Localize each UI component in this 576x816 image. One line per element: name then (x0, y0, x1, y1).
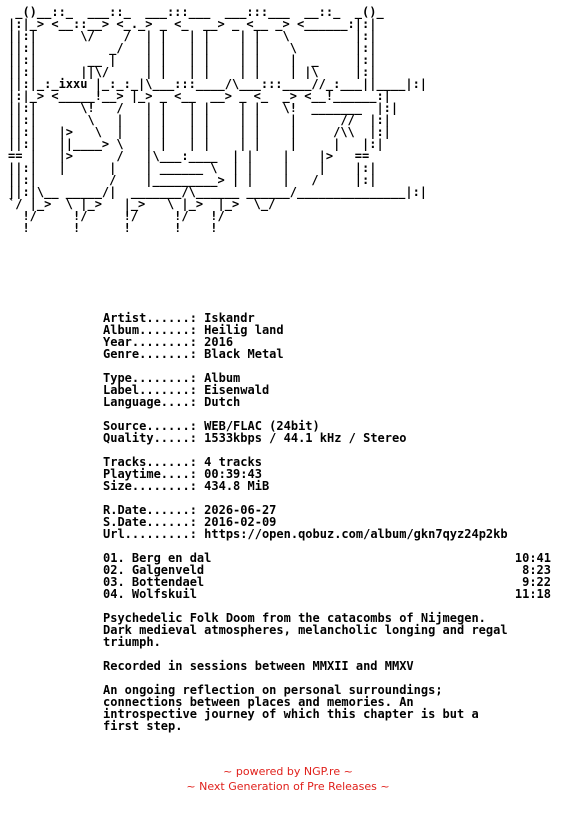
description-paragraph: An ongoing reflection on personal surroundings; connections between places and memories. An introspective journey of which this chapter is but a first step. (103, 683, 479, 733)
info-key: Type........: (103, 371, 197, 385)
release-info (103, 312, 508, 540)
info-key: Album.......: (103, 323, 197, 337)
info-key: Artist......: (103, 311, 197, 325)
playtime-value: 00:39:43 (204, 467, 262, 481)
track-row (103, 588, 551, 600)
info-key: Size........: (103, 479, 197, 493)
info-key: R.Date......: (103, 503, 197, 517)
info-row-language (103, 396, 508, 408)
info-key: Url.........: (103, 527, 197, 541)
info-key: Playtime....: (103, 467, 197, 481)
quality-value: 1533kbps / 44.1 kHz / Stereo (204, 431, 407, 445)
tracks-value: 4 tracks (204, 455, 262, 469)
info-key: Year........: (103, 335, 197, 349)
info-key: Genre.......: (103, 347, 197, 361)
url-value[interactable]: https://open.qobuz.com/album/gkn7qyz24p2kb (204, 527, 508, 541)
track-title: 03. Bottendael (103, 575, 205, 589)
genre-value: Black Metal (204, 347, 284, 361)
label-value: Eisenwald (204, 383, 270, 397)
info-key: Language....: (103, 395, 197, 409)
ascii-art-logo: _()__::_ ___::_ ___:::___ ___:::___ __::_ _()_ |:|_> <__::__> <_._> _ <_ __> _ <__ _> <______:|:| ||:| \/ / | | | | | | \ |:| ||:| _/ | | | | | | \ |:| ||:| __ | | | | | | | | _ |:| ||:| ||\/ | | | | | | | |\ |:| ||:|_:_ixxu |_:_:_|\___:::____/\___:::____//_:___||____|:| |:|_> <_____!__> |_> _ <__ __> _ <_ _> <__!______:| ||:| \! / | | | | | | \! _______ |:| ||:| \ | | | | | | | | // |:| ||:| |> \ | | | | | | | | /\\ |:| ||:| ||____> \ | | | | | | | | |:| == | |> / |\___:____ | | | |> == ||:| | | | ______ \ | | | | |:| ||:| / |_________> | | | / |:| ||:|\__ _____/| _______/\______ ______/_______________|:| `/ |_> \ |_> |_> \ |_> |_> \_/ !/ !/ !/ !/ !/ ! ! ! ! ! (8, 5, 428, 235)
track-duration: 8:23 (522, 563, 551, 577)
street-date-value: 2016-02-09 (204, 515, 277, 529)
info-key: Tracks......: (103, 455, 197, 469)
info-row-url (103, 528, 508, 540)
description-paragraph: Psychedelic Folk Doom from the catacombs of Nijmegen. Dark medieval atmospheres, melancholic longing and regal triumph. (103, 611, 508, 649)
album-value: Heilig land (204, 323, 284, 337)
track-title: 02. Galgenveld (103, 563, 205, 577)
info-row-quality (103, 432, 508, 444)
track-title: 01. Berg en dal (103, 551, 212, 565)
language-value: Dutch (204, 395, 241, 409)
info-row-size (103, 480, 508, 492)
info-row-genre (103, 348, 508, 360)
tracklist (103, 552, 551, 600)
track-title: 04. Wolfskuil (103, 587, 197, 601)
year-value: 2016 (204, 335, 234, 349)
info-key: S.Date......: (103, 515, 197, 529)
info-key: Quality.....: (103, 431, 197, 445)
artist-value: Iskandr (204, 311, 255, 325)
description-paragraph: Recorded in sessions between MMXII and MMXV (103, 659, 414, 673)
source-value: WEB/FLAC (24bit) (204, 419, 320, 433)
track-duration: 9:22 (522, 575, 551, 589)
track-duration: 10:41 (514, 551, 551, 565)
type-value: Album (204, 371, 241, 385)
info-key: Source......: (103, 419, 197, 433)
footer-tagline: ~ Next Generation of Pre Releases ~ (186, 780, 390, 793)
info-key: Label.......: (103, 383, 197, 397)
size-value: 434.8 MiB (204, 479, 270, 493)
release-date-value: 2026-06-27 (204, 503, 277, 517)
track-duration: 11:18 (514, 587, 551, 601)
footer-powered-by: ~ powered by NGP.re ~ (223, 765, 353, 778)
release-description (103, 612, 563, 744)
